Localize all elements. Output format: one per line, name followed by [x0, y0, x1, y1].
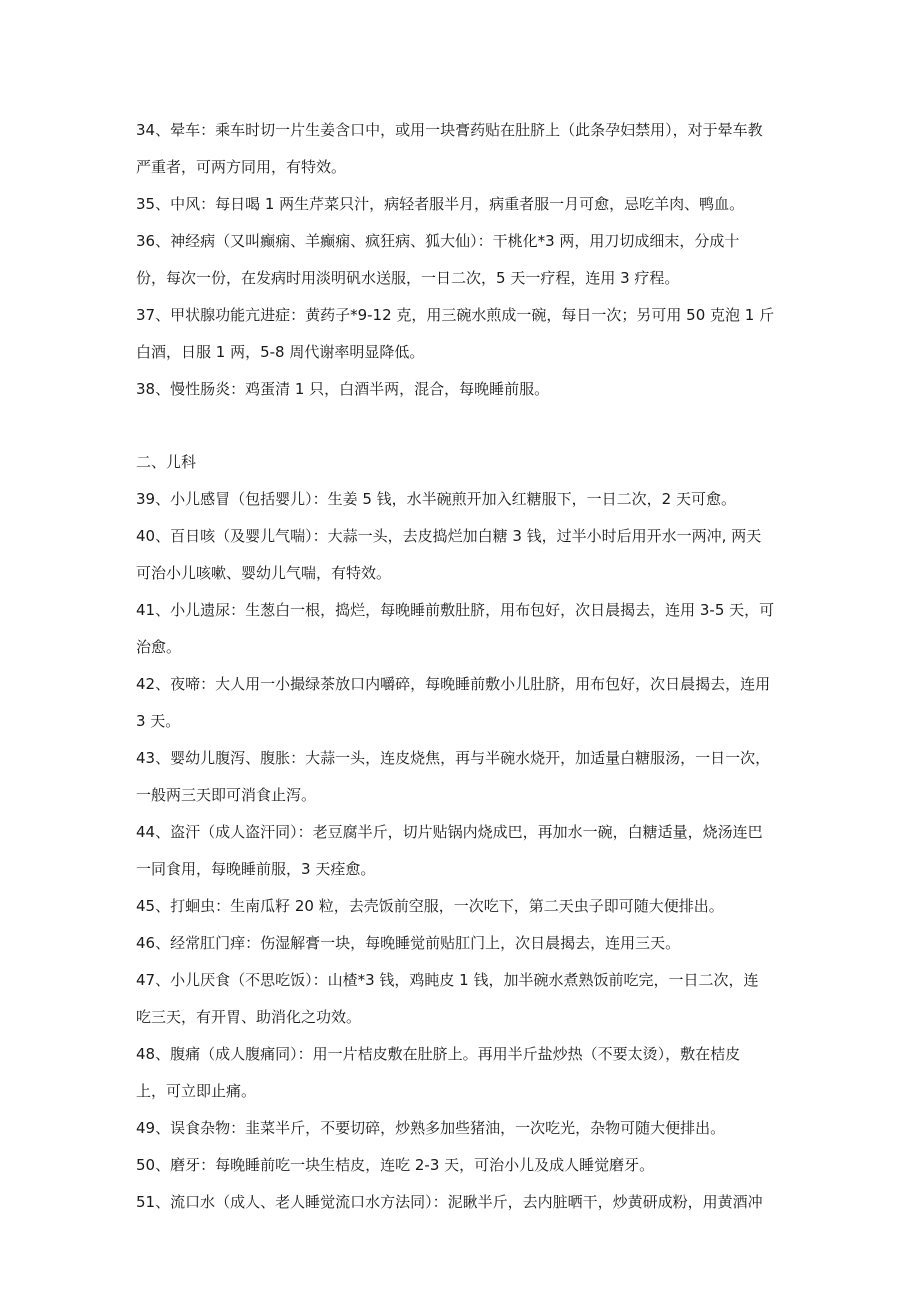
text-line: 44、盗汗（成人盗汗同）：老豆腐半斤，切片贴锅内烧成巴，再加水一碗，白糖适量，烧汤连巴 [136, 823, 763, 841]
text-line: 48、腹痛（成人腹痛同）：用一片桔皮敷在肚脐上。再用半斤盐炒热（不要太烫），敷在桔皮 [136, 1045, 741, 1063]
text-line: 37、甲状腺功能亢进症：黄药子*9-12 克，用三碗水煎成一碗，每日一次；另可用 50 克泡 1 斤 [136, 306, 775, 324]
text-line: 49、误食杂物：韭菜半斤，不要切碎，炒熟多加些猪油，一次吃光，杂物可随大便排出。 [136, 1119, 726, 1137]
text-line: 份，每次一份，在发病时用淡明矾水送服，一日二次，5 天一疗程，连用 3 疗程。 [136, 269, 680, 287]
text-line: 吃三天，有开胃、助消化之功效。 [136, 1008, 362, 1026]
text-line: 40、百日咳（及婴儿气喘）：大蒜一头，去皮捣烂加白糖 3 钱，过半小时后用开水一两冲, 两天 [136, 527, 762, 545]
text-line: 治愈。 [136, 638, 182, 656]
text-line: 45、打蛔虫：生南瓜籽 20 粒，去壳饭前空服，一次吃下，第二天虫子即可随大便排出。 [136, 897, 724, 915]
text-line: 35、中风：每日喝 1 两生芹菜只汁，病轻者服半月，病重者服一月可愈，忌吃羊肉、鸭血。 [136, 195, 745, 213]
text-line: 43、婴幼儿腹泻、腹胀：大蒜一头，连皮烧焦，再与半碗水烧开，加适量白糖服汤，一日一次， [136, 749, 771, 767]
text-line: 50、磨牙：每晚睡前吃一块生桔皮，连吃 2-3 天，可治小儿及成人睡觉磨牙。 [136, 1156, 655, 1174]
text-line: 白酒，日服 1 两，5-8 周代谢率明显降低。 [136, 343, 425, 361]
text-line: 41、小儿遗尿：生葱白一根，捣烂，每晚睡前敷肚脐，用布包好，次日晨揭去，连用 3-5 天，可 [136, 601, 775, 619]
text-line: 34、晕车：乘车时切一片生姜含口中，或用一块膏药贴在肚脐上（此条孕妇禁用），对于晕车教 [136, 121, 763, 139]
text-line: 39、小儿感冒（包括婴儿）：生姜 5 钱，水半碗煎开加入红糖服下，一日二次，2 天可愈。 [136, 490, 736, 508]
text-line: 一般两三天即可消食止泻。 [136, 786, 317, 804]
text-line: 42、夜啼：大人用一小撮绿茶放口内嚼碎，每晚睡前敷小儿肚脐，用布包好，次日晨揭去，连用 [136, 675, 771, 693]
text-line: 3 天。 [136, 712, 181, 730]
text-line: 严重者，可两方同用，有特效。 [136, 158, 347, 176]
text-line: 47、小儿厌食（不思吃饭）：山楂*3 钱，鸡盹皮 1 钱，加半碗水煮熟饭前吃完，一日二次，连 [136, 971, 759, 989]
text-line: 36、神经病（又叫癫痫、羊癫痫、疯狂病、狐大仙）：干桃化*3 两，用刀切成细末，分成十 [136, 232, 740, 250]
text-line: 46、经常肛门痒：伤湿解膏一块，每晚睡觉前贴肛门上，次日晨揭去，连用三天。 [136, 934, 681, 952]
document-body [136, 112, 788, 1221]
section-gap [136, 408, 788, 444]
text-line: 51、流口水（成人、老人睡觉流口水方法同）：泥瞅半斤，去内脏晒干，炒黄研成粉，用黄酒冲 [136, 1193, 763, 1211]
text-line: 可治小儿咳嗽、婴幼儿气喘，有特效。 [136, 564, 392, 582]
text-line: 上，可立即止痛。 [136, 1082, 257, 1100]
section-heading: 二、儿科 [136, 453, 197, 471]
text-line: 38、慢性肠炎：鸡蛋清 1 只，白酒半两，混合，每晚睡前服。 [136, 380, 550, 398]
text-line: 一同食用，每晚睡前服，3 天痊愈。 [136, 860, 376, 878]
